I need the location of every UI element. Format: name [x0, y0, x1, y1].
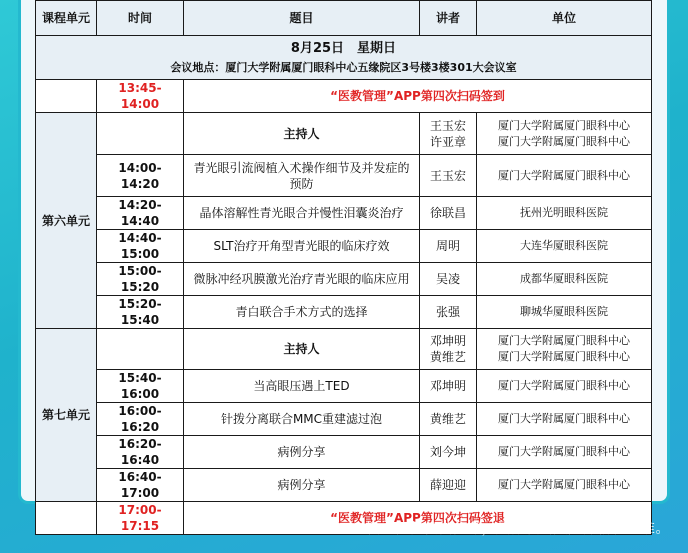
talk-time: 16:20-16:40	[97, 436, 184, 469]
talk-time: 14:40-15:00	[97, 230, 184, 263]
unit7-host-speakers: 邓坤明 黄维艺	[420, 329, 477, 370]
talk-topic: 病例分享	[184, 436, 420, 469]
talk-time: 15:00-15:20	[97, 263, 184, 296]
unit6-label: 第六单元	[36, 113, 97, 329]
talk-topic: 微脉冲经巩膜激光治疗青光眼的临床应用	[184, 263, 420, 296]
talk-topic: 晶体溶解性青光眼合并慢性泪囊炎治疗	[184, 197, 420, 230]
unit6-host-time	[97, 113, 184, 155]
unit6-host-orgs: 厦门大学附属厦门眼科中心 厦门大学附属厦门眼科中心	[477, 113, 652, 155]
talk-time: 15:40-16:00	[97, 370, 184, 403]
signout-unit	[36, 502, 97, 535]
talk-speaker: 张强	[420, 296, 477, 329]
talk-time: 14:00-14:20	[97, 155, 184, 197]
table-row	[36, 155, 652, 197]
talk-time: 16:00-16:20	[97, 403, 184, 436]
talk-org: 聊城华厦眼科医院	[477, 296, 652, 329]
talk-org: 大连华厦眼科医院	[477, 230, 652, 263]
talk-time: 14:20-14:40	[97, 197, 184, 230]
table-row	[36, 469, 652, 502]
signin-unit	[36, 80, 97, 113]
signin-time: 13:45-14:00	[97, 80, 184, 113]
table-row	[36, 197, 652, 230]
talk-speaker: 刘今坤	[420, 436, 477, 469]
day-date: 8月25日 星期日	[290, 40, 397, 56]
talk-org: 厦门大学附属厦门眼科中心	[477, 469, 652, 502]
talk-time: 16:40-17:00	[97, 469, 184, 502]
day-cell	[36, 36, 652, 80]
talk-topic: SLT治疗开角型青光眼的临床疗效	[184, 230, 420, 263]
table-row	[36, 263, 652, 296]
talk-speaker: 王玉宏	[420, 155, 477, 197]
talk-speaker: 吴凌	[420, 263, 477, 296]
talk-org: 厦门大学附属厦门眼科中心	[477, 436, 652, 469]
talk-org: 厦门大学附属厦门眼科中心	[477, 370, 652, 403]
unit7-host-time	[97, 329, 184, 370]
table-row	[36, 296, 652, 329]
day-row	[36, 36, 652, 80]
day-venue: 会议地点：厦门大学附属厦门眼科中心五缘院区3号楼3楼301大会议室	[170, 60, 517, 74]
talk-speaker: 邓坤明	[420, 370, 477, 403]
talk-speaker: 徐联昌	[420, 197, 477, 230]
signout-time: 17:00-17:15	[97, 502, 184, 535]
unit7-host-orgs: 厦门大学附属厦门眼科中心 厦门大学附属厦门眼科中心	[477, 329, 652, 370]
unit6-host-label: 主持人	[184, 113, 420, 155]
header-unit: 课程单元	[36, 1, 97, 36]
signout-topic: “医教管理”APP第四次扫码签退	[184, 502, 652, 535]
table-row	[36, 230, 652, 263]
talk-org: 厦门大学附属厦门眼科中心	[477, 155, 652, 197]
talk-org: 抚州光明眼科医院	[477, 197, 652, 230]
table-row	[36, 370, 652, 403]
unit7-host-label: 主持人	[184, 329, 420, 370]
talk-speaker: 薛迎迎	[420, 469, 477, 502]
footer-note: 以上日程仅供参考，具体以当天实际情况为准。	[365, 521, 670, 537]
talk-time: 15:20-15:40	[97, 296, 184, 329]
talk-speaker: 周明	[420, 230, 477, 263]
header-speaker: 讲者	[420, 1, 477, 36]
talk-speaker: 黄维艺	[420, 403, 477, 436]
talk-org: 厦门大学附属厦门眼科中心	[477, 403, 652, 436]
unit7-label: 第七单元	[36, 329, 97, 502]
table-row	[36, 403, 652, 436]
schedule-table	[35, 0, 652, 535]
unit6-host-speakers: 王玉宏 许亚章	[420, 113, 477, 155]
table-row	[36, 436, 652, 469]
header-row	[36, 1, 652, 36]
header-time: 时间	[97, 1, 184, 36]
talk-topic: 病例分享	[184, 469, 420, 502]
signin-row	[36, 80, 652, 113]
talk-topic: 当高眼压遇上TED	[184, 370, 420, 403]
unit6-host-row	[36, 113, 652, 155]
talk-topic: 针拨分离联合MMC重建滤过泡	[184, 403, 420, 436]
talk-topic: 青光眼引流阀植入术操作细节及并发症的预防	[184, 155, 420, 197]
talk-org: 成都华厦眼科医院	[477, 263, 652, 296]
header-topic: 题目	[184, 1, 420, 36]
header-org: 单位	[477, 1, 652, 36]
unit7-host-row	[36, 329, 652, 370]
talk-topic: 青白联合手术方式的选择	[184, 296, 420, 329]
signin-topic: “医教管理”APP第四次扫码签到	[184, 80, 652, 113]
